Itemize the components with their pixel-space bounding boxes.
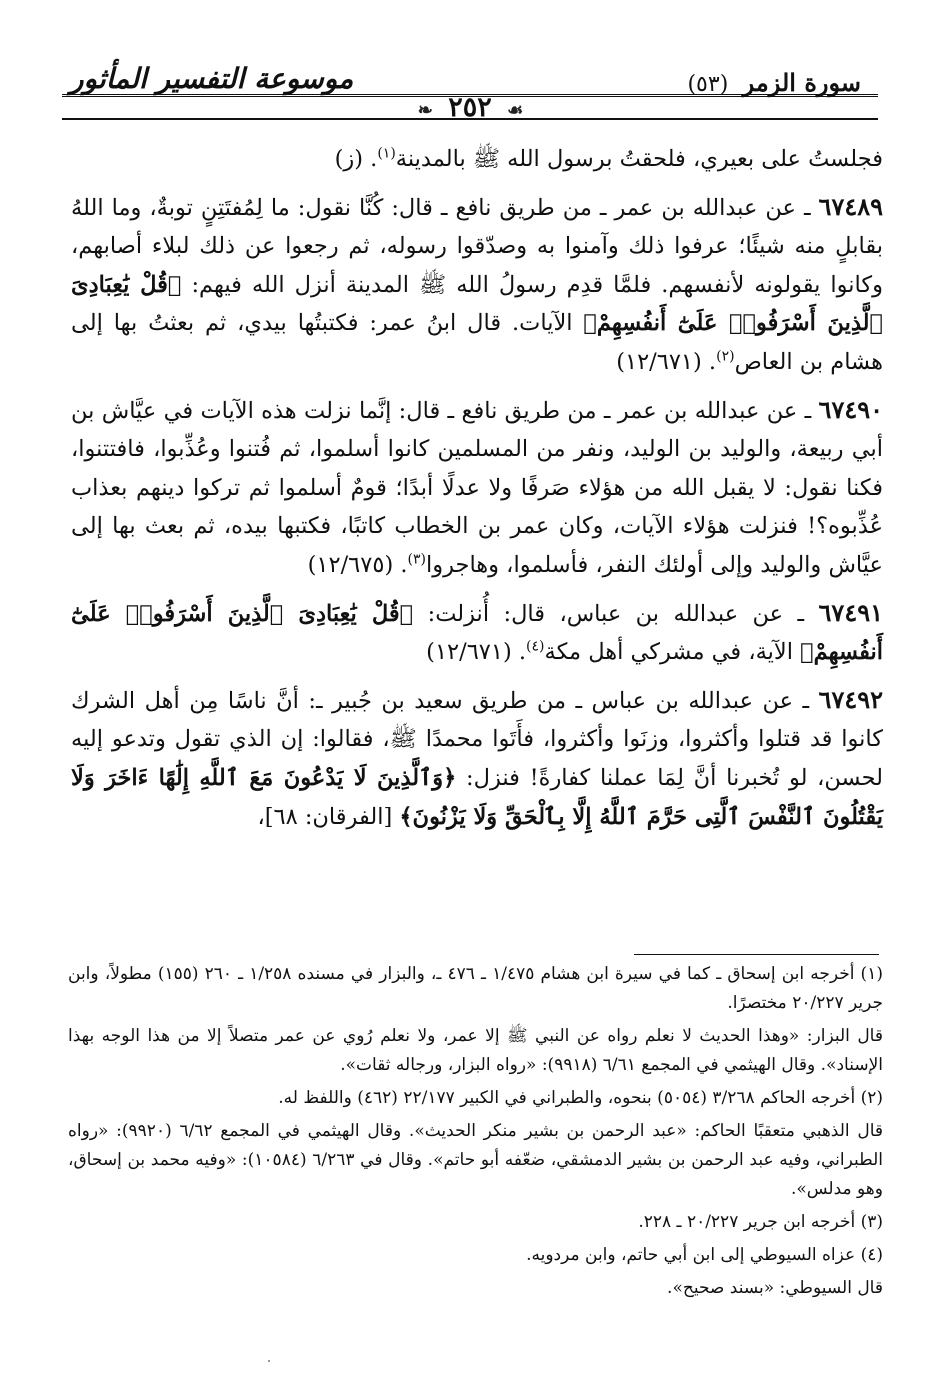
text-run: [الفرقان: ٦٨]، [257, 803, 400, 830]
footnote: (٣) أخرجه ابن جرير ٢٠/٢٢٧ ـ ٢٢٨. [638, 1212, 883, 1232]
entry-number: ٦٧٤٩٠ [818, 394, 883, 424]
quran-verse: ﴿وَٱلَّذِينَ لَا يَدْعُونَ مَعَ ٱللَّهِ إِلَٰهًا ءَاخَرَ وَلَا يَقْتُلُونَ ٱلنَّفْسَ ٱلَّتِى حَرَّمَ ٱللَّهُ إِلَّا بِٱلْحَقِّ وَلَا يَزْنُونَ﴾ [71, 764, 883, 830]
book-title: موسوعة التفسير المأثور [70, 62, 354, 95]
hadith-entry [71, 391, 883, 585]
footnote-ref: (١) [377, 145, 396, 162]
footnote-comment: قال السيوطي: «بسند صحيح». [667, 1278, 883, 1298]
hadith-entry [71, 594, 883, 672]
hadith-entry [71, 681, 883, 836]
footnote: (١) أخرجه ابن إسحاق ـ كما في سيرة ابن هشام ١/٤٧٥ ـ ٤٧٦ ـ، والبزار في مسنده ١/٢٥٨ ـ ٢٦٠ (١٥٥) مطولاً، وابن جرير ٢٠/٢٢٧ مختصرًا. [68, 964, 883, 1013]
footnote: (٢) أخرجه الحاكم ٣/٢٦٨ (٥٠٥٤) بنحوه، والطبراني في الكبير ٢٢/١٧٧ (٤٦٢) واللفظ له. [278, 1088, 883, 1108]
entry-number: ٦٧٤٩٢ [818, 684, 883, 714]
volume-ref: . (١٢/٦٧١) [426, 639, 527, 666]
page-number: ٢٥٢ [448, 92, 492, 123]
text-run: ـ عن عبدالله بن عمر ـ من طريق نافع ـ قال: إنَّما نزلت هذه الآيات في عيَّاش بن أبي ربيعة، والوليد بن الوليد، ونفر من المسلمين كانوا أسلموا، ثم فُتنوا وعُذِّبوا، فافتتنوا، فكنا نقول: لا يقبل الله من هؤلاء صَرفًا ولا عدلًا أبدًا؛ قومٌ أسلموا ثم تركوا دينهم بعذاب عُذِّبوه؟! فنزلت هؤلاء الآيات، وكان عمر بن الخطاب كاتبًا، فكتبها بيده، ثم بعث بها إلى عيَّاش والوليد وإلى أولئك النفر، فأسلموا، وهاجروا [71, 397, 883, 578]
footnote-ref: (٣) [407, 551, 426, 568]
quran-verse: ﴿قُلْ يَٰعِبَادِىَ ٱلَّذِينَ أَسْرَفُوا۟ عَلَىٰٓ أَنفُسِهِمْ﴾ [71, 600, 883, 666]
text-run: ـ عن عبدالله بن عمر ـ من طريق نافع ـ قال: كُنَّا نقول: ما لِمُفتَتِنٍ توبةٌ، وما اللهُ بقابلٍ منه شيئًا؛ عرفوا ذلك وآمنوا به وصدّقوا رسوله، ثم رجعوا عن ذلك لبلاء أصابهم، وكانوا يقولونه لأنفسهم. فلمَّا قدِم رسولُ الله ﷺ المدينة أنزل الله فيهم: [71, 194, 883, 298]
paragraph-continuation [71, 140, 883, 179]
text-run: . (ز) [334, 146, 378, 172]
text-run: الآية، في مشركي أهل مكة [544, 639, 801, 666]
quran-verse: ﴿قُلْ يَٰعِبَادِىَ ٱلَّذِينَ أَسْرَفُوا۟ عَلَىٰٓ أَنفُسِهِمْ﴾ [71, 271, 883, 337]
text-run: الآيات. قال ابنُ عمر: فكتبتُها بيدي، ثم بعثتُ بها إلى هشام بن العاص [71, 310, 883, 375]
footnote: (٤) عزاه السيوطي إلى ابن أبي حاتم، وابن مردويه. [526, 1245, 883, 1265]
sura-name: سورة الزمر [742, 68, 861, 97]
volume-ref: . (١٢/٦٧٥) [307, 551, 408, 578]
footnote-comment: قال البزار: «وهذا الحديث لا نعلم رواه عن النبي ﷺ إلا عمر، ولا نعلم رُوي عن عمر متصلاً إلا من هذا الوجه بهذا الإسناد». وقال الهيثمي في المجمع ٦/٦١ (٩٩١٨): «رواه البزار، ورجاله ثقات». [68, 1026, 883, 1075]
sura-number: (٥٣) [687, 72, 729, 97]
text-run: فجلستُ على بعيري، فلحقتُ برسول الله ﷺ بالمدينة [395, 146, 883, 172]
footnotes [68, 960, 883, 1307]
text-run: ـ عن عبدالله بن عباس، قال: أُنزلت: [413, 600, 819, 627]
entry-number: ٦٧٤٩١ [818, 597, 883, 627]
ornament-right-icon: ☙ [507, 100, 524, 121]
footnote-comment: قال الذهبي متعقبًا الحاكم: «عبد الرحمن بن بشير منكر الحديث». وقال الهيثمي في المجمع ٦/٦٢ (٩٩٢٠): «رواه الطبراني، وفيه عبد الرحمن بن بشير الدمشقي، ضعّفه أبو حاتم». وقال في ٦/٢٦٣ (١٠٥٨٤): «وفيه محمد بن إسحاق، وهو مدلس». [68, 1121, 883, 1199]
volume-ref: . (١٢/٦٧١) [616, 348, 717, 375]
footnote-ref: (٤) [526, 638, 545, 655]
ornament-left-icon: ❧ [417, 100, 433, 121]
footnote-separator [634, 954, 879, 955]
entry-number: ٦٧٤٨٩ [818, 191, 883, 221]
hadith-entry [71, 188, 883, 382]
page-number-block [0, 92, 941, 123]
scan-speck [268, 1360, 270, 1362]
main-text [71, 140, 883, 845]
text-run: ـ عن عبدالله بن عباس ـ من طريق سعيد بن جُبير ـ: أنَّ ناسًا مِن أهل الشرك كانوا قد قتلوا وأكثروا، وزنَوا وأكثروا، فأَتَوا محمدًا ﷺ، فقالوا: إن الذي تقول وتدعو إليه لحسن، لو تُخبرنا أنَّ لِمَا عملنا كفارةً! فنزل: [71, 687, 883, 791]
footnote-ref: (٢) [716, 348, 735, 365]
